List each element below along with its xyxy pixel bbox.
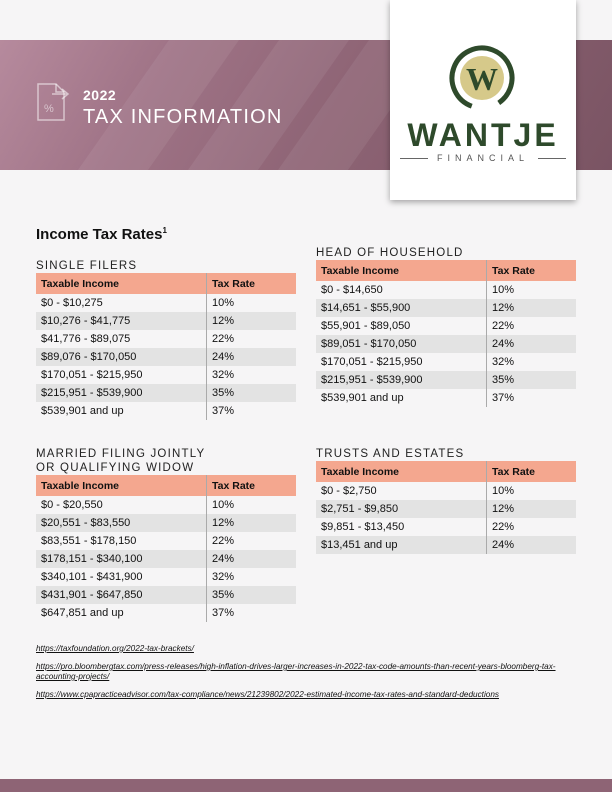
- table-row: [36, 532, 296, 550]
- table-row: [36, 550, 296, 568]
- table-cell: 22%: [212, 333, 235, 345]
- col-taxable-income: Taxable Income: [316, 260, 487, 281]
- table-cell: $539,901 and up: [36, 402, 207, 420]
- table-cell: $10,276 - $41,775: [36, 312, 207, 330]
- footer-bar: [0, 779, 612, 792]
- tax-document-icon: [34, 80, 74, 124]
- table-row: [316, 281, 576, 299]
- table-cell: $340,101 - $431,900: [36, 568, 207, 586]
- table-cell: 10%: [492, 485, 515, 497]
- table-cell: $431,901 - $647,850: [36, 586, 207, 604]
- table-cell: 37%: [212, 607, 235, 619]
- col-tax-rate: Tax Rate: [207, 273, 297, 294]
- table-cell: 24%: [207, 550, 297, 568]
- logo-letter: W: [466, 61, 498, 97]
- table-cell: 35%: [487, 371, 577, 389]
- col-tax-rate: Tax Rate: [487, 260, 577, 281]
- table-cell: 10%: [212, 499, 235, 511]
- table-cell: $215,951 - $539,900: [316, 371, 487, 389]
- table-row: [36, 568, 296, 586]
- footnote-mark: 1: [162, 226, 167, 235]
- table-cell: $0 - $10,275: [36, 294, 207, 312]
- table-row: [316, 353, 576, 371]
- table-cell: $2,751 - $9,850: [316, 500, 487, 518]
- table-cell: $0 - $14,650: [316, 281, 487, 299]
- table-row: [316, 335, 576, 353]
- table-cell: 22%: [492, 320, 515, 332]
- table-cell: 12%: [207, 514, 297, 532]
- table-cell: $13,451 and up: [316, 536, 487, 554]
- table-cell: 24%: [487, 335, 577, 353]
- table-cell: $0 - $20,550: [36, 496, 207, 514]
- footnote-link[interactable]: https://www.cpapracticeadvisor.com/tax-compliance/news/21239802/2022-estimated-income-tax-rates-and-standard-deductions: [36, 690, 499, 699]
- married-table: [36, 475, 296, 622]
- single-filers-table: [36, 273, 296, 420]
- table-cell: 12%: [487, 299, 577, 317]
- table-cell: $89,076 - $170,050: [36, 348, 207, 366]
- table-row: [36, 348, 296, 366]
- footnote-link[interactable]: https://taxfoundation.org/2022-tax-brackets/: [36, 644, 194, 653]
- table-cell: $83,551 - $178,150: [36, 532, 207, 550]
- table-cell: 35%: [207, 586, 297, 604]
- table-row: [36, 586, 296, 604]
- table-cell: 10%: [492, 284, 515, 296]
- married-label: MARRIED FILING JOINTLY OR QUALIFYING WIDOW: [36, 448, 206, 474]
- table-row: [36, 366, 296, 384]
- table-cell: $647,851 and up: [36, 604, 207, 622]
- table-row: [316, 389, 576, 407]
- table-row: [36, 294, 296, 312]
- table-cell: 37%: [212, 405, 235, 417]
- table-row: [36, 384, 296, 402]
- table-row: [36, 604, 296, 622]
- brand-subtitle: FINANCIAL: [436, 153, 529, 163]
- table-row: [36, 273, 296, 294]
- logo-card: [390, 0, 576, 200]
- svg-text:%: %: [44, 103, 54, 115]
- table-row: [316, 518, 576, 536]
- table-row: [316, 500, 576, 518]
- table-cell: 35%: [207, 384, 297, 402]
- table-row: [36, 496, 296, 514]
- table-cell: 24%: [207, 348, 297, 366]
- wantje-logo-icon: [448, 44, 516, 118]
- section-title: Income Tax Rates$^1$: [36, 226, 167, 243]
- table-cell: $89,051 - $170,050: [316, 335, 487, 353]
- table-row: [36, 475, 296, 496]
- header-title: TAX INFORMATION: [83, 106, 283, 128]
- col-taxable-income: Taxable Income: [36, 475, 207, 496]
- table-row: [316, 461, 576, 482]
- table-cell: $178,151 - $340,100: [36, 550, 207, 568]
- table-cell: $55,901 - $89,050: [316, 317, 487, 335]
- trusts-label: TRUSTS AND ESTATES: [316, 448, 465, 460]
- table-cell: $170,051 - $215,950: [316, 353, 487, 371]
- table-row: [316, 260, 576, 281]
- table-cell: 32%: [212, 571, 235, 583]
- table-cell: 37%: [492, 392, 515, 404]
- col-tax-rate: Tax Rate: [487, 461, 577, 482]
- table-row: [316, 371, 576, 389]
- trusts-table: [316, 461, 576, 554]
- table-cell: $14,651 - $55,900: [316, 299, 487, 317]
- table-cell: $20,551 - $83,550: [36, 514, 207, 532]
- table-row: [316, 299, 576, 317]
- table-cell: $170,051 - $215,950: [36, 366, 207, 384]
- footnote-link[interactable]: https://pro.bloombergtax.com/press-releases/high-inflation-drives-larger-increases-in-2022-tax-code-amounts-than-recent-years-bloomberg-tax-accounting-projects/: [36, 662, 556, 681]
- table-cell: $41,776 - $89,075: [36, 330, 207, 348]
- table-row: [316, 482, 576, 500]
- brand-name: WANTJE: [407, 117, 559, 153]
- table-row: [316, 317, 576, 335]
- single-filers-label: SINGLE FILERS: [36, 260, 138, 272]
- table-cell: 22%: [212, 535, 235, 547]
- col-taxable-income: Taxable Income: [316, 461, 487, 482]
- table-row: [36, 402, 296, 420]
- col-taxable-income: Taxable Income: [36, 273, 207, 294]
- header-year: 2022: [83, 87, 117, 103]
- head-of-household-label: HEAD OF HOUSEHOLD: [316, 247, 464, 259]
- table-cell: $539,901 and up: [316, 389, 487, 407]
- table-cell: $215,951 - $539,900: [36, 384, 207, 402]
- table-cell: 10%: [212, 297, 235, 309]
- table-row: [316, 536, 576, 554]
- table-row: [36, 514, 296, 532]
- table-cell: $0 - $2,750: [316, 482, 487, 500]
- table-cell: 12%: [487, 500, 577, 518]
- table-cell: 32%: [492, 356, 515, 368]
- table-cell: $9,851 - $13,450: [316, 518, 487, 536]
- table-cell: 24%: [487, 536, 577, 554]
- table-row: [36, 330, 296, 348]
- table-cell: 32%: [212, 369, 235, 381]
- table-cell: 12%: [207, 312, 297, 330]
- table-cell: 22%: [492, 521, 515, 533]
- head-of-household-table: [316, 260, 576, 407]
- table-row: [36, 312, 296, 330]
- col-tax-rate: Tax Rate: [207, 475, 297, 496]
